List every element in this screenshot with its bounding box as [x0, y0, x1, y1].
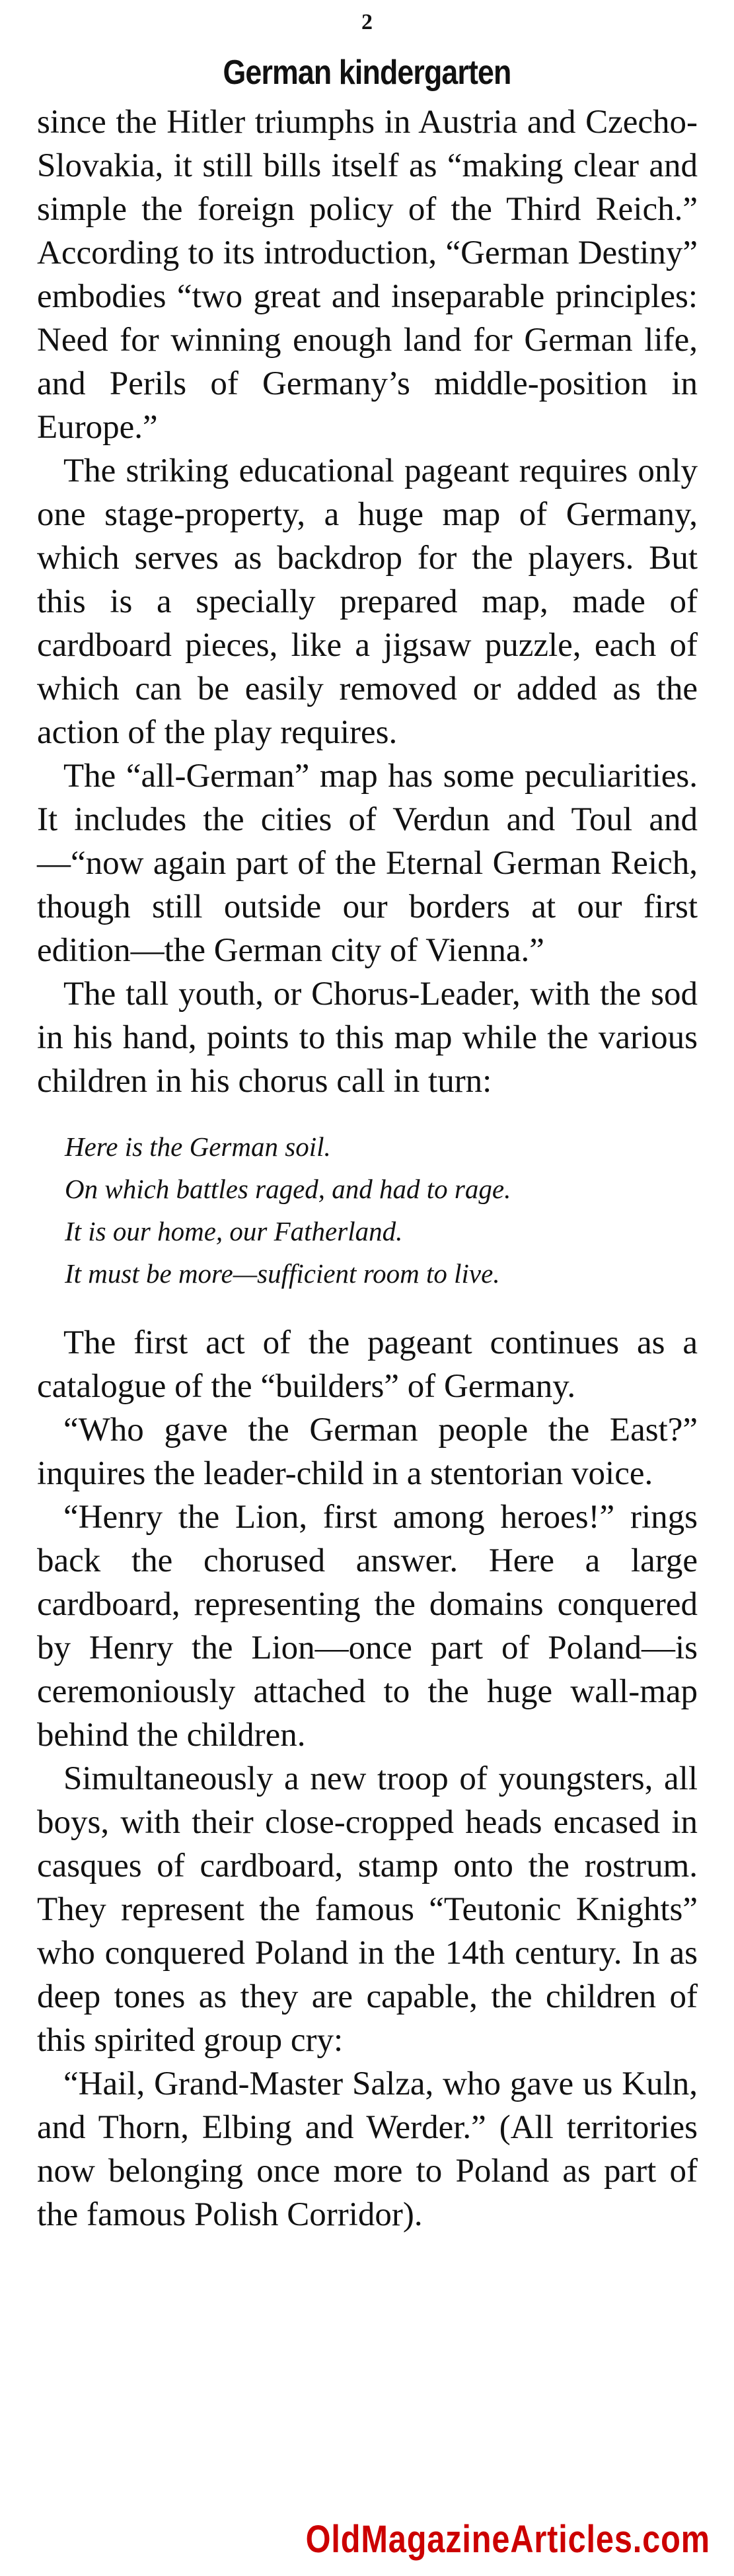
paragraph-1: since the Hitler triumphs in Austria and Czecho-Slovakia, it still bills itself as “making clear and simple the foreign policy of the Third Reich.” According to its introduction, “German Destiny” embodies “two great and inseparable principles: Need for winning enough land for German life, and Perils of Germany’s middle-position in Europe.”: [37, 104, 698, 446]
verse-block: [65, 1126, 698, 1295]
paragraph-3: The “all-German” map has some peculiarities. It includes the cities of Verdun and Toul and—“now again part of the Eternal German Reich, though still outside our borders at our first edition—the German city of Vienna.”: [37, 758, 698, 969]
paragraph-7: “Henry the Lion, first among heroes!” rings back the chorused answer. Here a large cardboard, representing the domains conquered by Henry the Lion—once part of Poland—is ceremoniously attached to the huge wall-map behind the children.: [37, 1499, 698, 1754]
page-number: 2: [361, 10, 373, 34]
page-title: German kindergarten: [223, 54, 511, 92]
verse-line-3: It is our home, our Fatherland.: [65, 1216, 403, 1246]
watermark: OldMagazineArticles.com: [305, 2518, 710, 2561]
verse-line-1: Here is the German soil.: [65, 1131, 331, 1162]
paragraph-9: “Hail, Grand-Master Salza, who gave us Kuln, and Thorn, Elbing and Werder.” (All territories now belonging once more to Poland as part of the famous Polish Corridor).: [37, 2065, 698, 2233]
paragraph-6: “Who gave the German people the East?” inquires the leader-child in a stentorian voice.: [37, 1412, 698, 1492]
verse-line-4: It must be more—sufficient room to live.: [65, 1258, 500, 1289]
article-body: [37, 100, 698, 2236]
paragraph-8: Simultaneously a new troop of youngsters, all boys, with their close-cropped heads encased in casques of cardboard, stamp onto the rostrum. They represent the famous “Teutonic Knights” who conquered Poland in the 14th century. In as deep tones as they are capable, the children of this spirited group cry:: [37, 1760, 698, 2059]
paragraph-4: The tall youth, or Chorus-Leader, with the sod in his hand, points to this map while the various children in his chorus call in turn:: [37, 976, 698, 1100]
paragraph-2: The striking educational pageant requires only one stage-property, a huge map of Germany, which serves as backdrop for the players. But this is a specially prepared map, made of cardboard pieces, like a jigsaw puzzle, each of which can be easily removed or added as the action of the play requires.: [37, 452, 698, 751]
verse-line-2: On which battles raged, and had to rage.: [65, 1174, 511, 1204]
paragraph-5: The first act of the pageant continues as a catalogue of the “builders” of Germany.: [37, 1324, 698, 1405]
